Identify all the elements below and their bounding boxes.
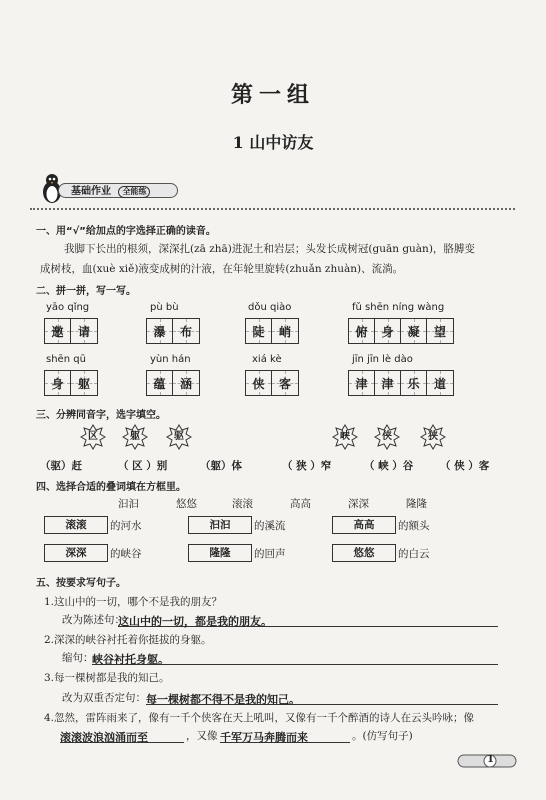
word-option: 汩汩 [118, 498, 139, 510]
fill-blank: （驱）赶 [40, 460, 82, 472]
flower-char: 峡 [340, 431, 350, 442]
word-option: 隆隆 [406, 498, 427, 510]
sentence-instruction: 改为双重否定句： [62, 692, 146, 704]
flower-badge [420, 424, 446, 450]
flower-badge [166, 424, 192, 450]
grid-cell: 津 [349, 371, 375, 395]
answer-line [118, 610, 498, 627]
page-number-badge [452, 752, 522, 770]
flower-char: 区 [88, 431, 98, 442]
grid-cell: 布 [173, 319, 199, 343]
grid-cell: 津 [375, 371, 401, 395]
pinyin-label: yāo qǐng [46, 302, 90, 313]
phrase-suffix: 的额头 [398, 520, 430, 532]
answer-box: 滚滚 [44, 516, 108, 534]
pinyin-label: pù bù [150, 302, 179, 313]
answer-line [60, 726, 184, 743]
answer-box: 深深 [44, 544, 108, 562]
grid-cell: 涵 [173, 371, 199, 395]
q1-line2: 成树枝，血(xuè xiě)液变成树的汁液，在年轮里旋转(zhuǎn zhuàn)、流淌。 [40, 263, 404, 275]
phrase-suffix: 的回声 [254, 548, 286, 560]
flower-char: 躯 [130, 431, 140, 442]
q1-line1: 我脚下长出的根须，深深扎(zā zhā)进泥土和岩层；头发长成树冠(guān guàn)，胳膊变 [64, 243, 475, 255]
answer-text: 滚滚波浪汹涌而至 [60, 731, 148, 744]
char-grid [245, 318, 299, 344]
char-grid [44, 318, 98, 344]
phrase-suffix: 的白云 [398, 548, 430, 560]
sentence-tail: 。(仿写句子) [352, 730, 413, 742]
sentence-connector: ，又像 [186, 730, 218, 742]
sentence-question: 1.这山中的一切，哪个不是我的朋友？ [44, 596, 223, 608]
answer-line [92, 648, 498, 665]
grid-cell: 蕴 [147, 371, 173, 395]
grid-cell: 陡 [246, 319, 272, 343]
pinyin-label: fǔ shēn níng wàng [352, 302, 445, 313]
q4-heading: 四、选择合适的叠词填在方框里。 [36, 482, 186, 493]
word-option: 滚滚 [232, 498, 253, 510]
sentence-question: 2.深深的峡谷衬托着你挺拔的身躯。 [44, 634, 212, 646]
page-number: 1 [487, 754, 494, 765]
q2-heading: 二、拼一拼，写一写。 [36, 286, 136, 297]
banner-tag: 全能练 [118, 186, 150, 198]
lesson-title: 1 山中访友 [232, 133, 314, 152]
answer-text: 千军万马奔腾而来 [220, 731, 308, 744]
flower-badge [80, 424, 106, 450]
pinyin-label: xiá kè [252, 354, 282, 365]
flower-badge [332, 424, 358, 450]
fill-blank: （ 侠 ）客 [440, 460, 490, 472]
pinyin-label: shēn qū [46, 354, 86, 365]
q1-heading: 一、用“√”给加点的字选择正确的读音。 [36, 226, 216, 237]
phrase-suffix: 的峡谷 [110, 548, 142, 560]
grid-cell: 望 [427, 319, 453, 343]
flower-char: 狭 [428, 431, 438, 442]
answer-box: 汩汩 [188, 516, 252, 534]
char-grid [44, 370, 98, 396]
banner-label: 基础作业 [71, 186, 111, 197]
answer-text: 每一棵树都不得不是我的知己。 [146, 693, 300, 706]
char-grid [245, 370, 299, 396]
fill-blank: （ 狭 ）窄 [282, 460, 332, 472]
sentence-instruction: 缩句： [62, 652, 94, 664]
pinyin-label: dǒu qiào [248, 302, 292, 313]
phrase-suffix: 的河水 [110, 520, 142, 532]
grid-cell: 请 [71, 319, 97, 343]
flower-badge [374, 424, 400, 450]
word-option: 高高 [290, 498, 311, 510]
q3-heading: 三、分辨同音字，选字填空。 [36, 410, 166, 421]
grid-cell: 客 [272, 371, 298, 395]
sentence-question: 3.每一棵树都是我的知己。 [44, 672, 170, 684]
sentence-question: 4.忽然，雷阵雨来了，像有一千个侠客在天上吼叫，又像有一千个醉酒的诗人在云头吟咏；像 [44, 712, 475, 724]
q5-heading: 五、按要求写句子。 [36, 578, 126, 589]
char-grid [146, 370, 200, 396]
answer-box: 高高 [332, 516, 396, 534]
grid-cell: 峭 [272, 319, 298, 343]
word-option: 深深 [348, 498, 369, 510]
grid-cell: 侠 [246, 371, 272, 395]
flower-char: 侠 [382, 431, 392, 442]
grid-cell: 凝 [401, 319, 427, 343]
fill-blank: （ 峡 ）谷 [364, 460, 414, 472]
grid-cell: 身 [375, 319, 401, 343]
char-grid [348, 318, 454, 344]
grid-cell: 瀑 [147, 319, 173, 343]
dotted-divider [30, 208, 515, 210]
pinyin-label: jīn jīn lè dào [352, 354, 413, 365]
fill-blank: （躯）体 [200, 460, 242, 472]
grid-cell: 邀 [45, 319, 71, 343]
sentence-instruction: 改为陈述句： [62, 614, 125, 626]
grid-cell: 躯 [71, 371, 97, 395]
answer-box: 隆隆 [188, 544, 252, 562]
word-option: 悠悠 [176, 498, 197, 510]
phrase-suffix: 的溪流 [254, 520, 286, 532]
grid-cell: 身 [45, 371, 71, 395]
grid-cell: 乐 [401, 371, 427, 395]
answer-line [220, 726, 350, 743]
char-grid [348, 370, 454, 396]
flower-char: 驱 [174, 431, 184, 442]
grid-cell: 俯 [349, 319, 375, 343]
grid-cell: 道 [427, 371, 453, 395]
section-banner [40, 180, 200, 202]
flower-badge [122, 424, 148, 450]
page-title: 第一组 [230, 82, 315, 108]
answer-line [146, 688, 498, 705]
answer-text: 这山中的一切，都是我的朋友。 [118, 615, 272, 628]
banner-bar [58, 183, 178, 198]
char-grid [146, 318, 200, 344]
pinyin-label: yùn hán [150, 354, 191, 365]
answer-box: 悠悠 [332, 544, 396, 562]
fill-blank: （ 区 ）别 [118, 460, 168, 472]
answer-text: 峡谷衬托身躯。 [92, 653, 169, 666]
